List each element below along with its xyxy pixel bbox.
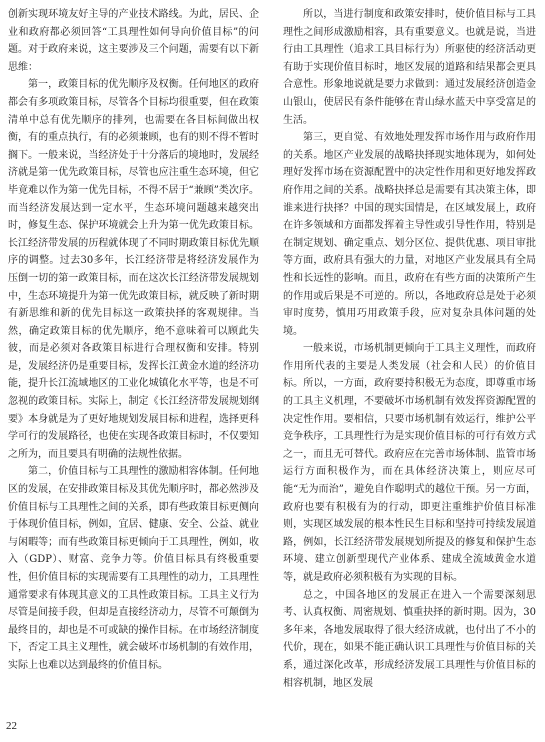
- paragraph: 创新实现环境友好主导的产业技术路线。为此，居民、企业和政府都必须回答“工具理性如何导向价值目标”的问题。对于政府来说，这主要涉及三个问题，需要有以下新思维：: [8, 9, 259, 73]
- paragraph: 第三，更自觉、有效地处理发挥市场作用与政府作用的关系。地区产业发展的战略抉择现实地体现为，如何处理好发挥市场在资源配置中的决定性作用和更好地发挥政府作用之间的关系。战略抉择总是需要有其决策主体，即谁来进行抉择？中国的现实国情是，在区域发展上，政府在许多领域和方面都发挥着主导性或引导性作用，特别是在制定规划、确定重点、划分区位、提供优惠、项目审批等方面，政府具有强大的力量，对地区产业发展具有全局性和长远性的影响。而且，政府在有些方面的决策所产生的作用或后果是不可逆的。所以，各地政府总是处于必须审时度势，慎用巧用政策手段，应对复杂具体问题的处境。: [283, 132, 536, 337]
- paragraph: 第一，政策目标的优先顺序及权衡。任何地区的政府都会有多项政策目标，尽管各个目标均很重要，但在政策清单中总有优先顺序的排列，也需要在各目标间做出权衡，有的重点执行，有的必须兼顾，也有的则不得不暂时搁下。一般来说，当经济处于十分落后的境地时，发展经济就是第一优先政策目标，尽管也应注重生态环境，但它毕竟难以作为第一优先目标，不得不居于“兼顾”类次序。而当经济发展达到一定水平，生态环境问题越来越突出时，修复生态、保护环境就会上升为第一优先政策目标。长江经济带发展的历程就体现了不同时期政策目标优先顺序的调整。过去30多年，长江经济带是将经济发展作为压倒一切的第一政策目标，而在这次长江经济带发展规划中，生态环境提升为第一优先政策目标，就反映了新时期有新思维和新的优先目标这一政策抉择的客观规律。当然，确定政策目标的优先顺序，绝不意味着可以顾此失彼，而是必须对各政策目标进行合理权衡和安排。特别是，发展经济仍是重要目标，发挥长江黄金水道的经济功能，提升长江流域地区的工业化城镇化水平等，也是不可忽视的政策目标。实际上，制定《长江经济带发展规划纲要》本身就是为了更好地规划发展目标和进程，选择更科学可行的发展路径，也使在实现各政策目标时，不仅要知之所为，而且要具有明确的法规性依据。: [8, 79, 259, 460]
- page-number: 22: [6, 720, 17, 732]
- paragraph: 总之，中国各地区的发展正在进入一个需要深刻思考、认真权衡、周密规划、慎重抉择的新时期。因为，30多年来，各地发展取得了很大经济成就，也付出了不小的代价，现在，如果不能正确认识工具理性与价值目标的关系，通过深化改革，形成经济发展工具理性与价值目标的相容机制，地区发展: [283, 589, 536, 689]
- right-text-column: [283, 6, 536, 692]
- paragraph: 所以，当进行制度和政策安排时，使价值目标与工具理性之间形成激励相容，具有重要意义。也就是说，当进行由工具理性（追求工具目标行为）所驱使的经济活动更有助于实现价值目标时，地区发展的道路和结果都会更具合意性。形象地说就是要力求做到：通过发展经济创造金山银山，使居民有条件能够在青山绿水蓝天中享受富足的生活。: [283, 9, 536, 126]
- paragraph: 一般来说，市场机制更倾向于工具主义理性，而政府作用所代表的主要是人类发展（社会和人民）的价值目标。所以，一方面，政府要持积极无为态度，即尊重市场的工具主义机理，不要破坏市场机制有效发挥资源配置的决定性作用。要相信，只要市场机制有效运行，维护公平竞争秩序，工具理性行为是实现价值目标的可行有效方式之一，而且无可替代。政府应在完善市场体制、监管市场运行方面积极作为，而在具体经济决策上，则应尽可能“无为而治”，避免自作聪明式的越位干预。另一方面，政府也要有积极有为的行动，即更注重维护价值目标准则，实现区域发展的根本性民生目标和坚持可持续发展道路，例如，长江经济带发展规划所提及的修复和保护生态环境、建立创新型现代产业体系、建成全流域黄金水道等，就是政府必须积极有为实现的目标。: [283, 343, 536, 583]
- paragraph: 第二，价值目标与工具理性的激励相容体制。任何地区的发展，在安排政策目标及其优先顺序时，都必然涉及价值目标与工具理性之间的关系，即有些政策目标更侧向于体现价值目标，例如，宜居、健康、安全、公益、就业与闲暇等；而有些政策目标更倾向于工具理性，例如，收入（GDP）、财富、竞争力等。价值目标具有终极重要性，但价值目标的实现需要有工具理性的动力，工具理性通常要求有体现其意义的工具性政策目标。工具主义行为尽管是间接手段，但却是直接经济动力，尽管不可颠倒为最终目的，却也是不可或缺的操作目标。在市场经济制度下，否定工具主义理性，就会破坏市场机制的有效作用，实际上也难以达到最终的价值目标。: [8, 466, 259, 671]
- left-text-column: [8, 6, 259, 675]
